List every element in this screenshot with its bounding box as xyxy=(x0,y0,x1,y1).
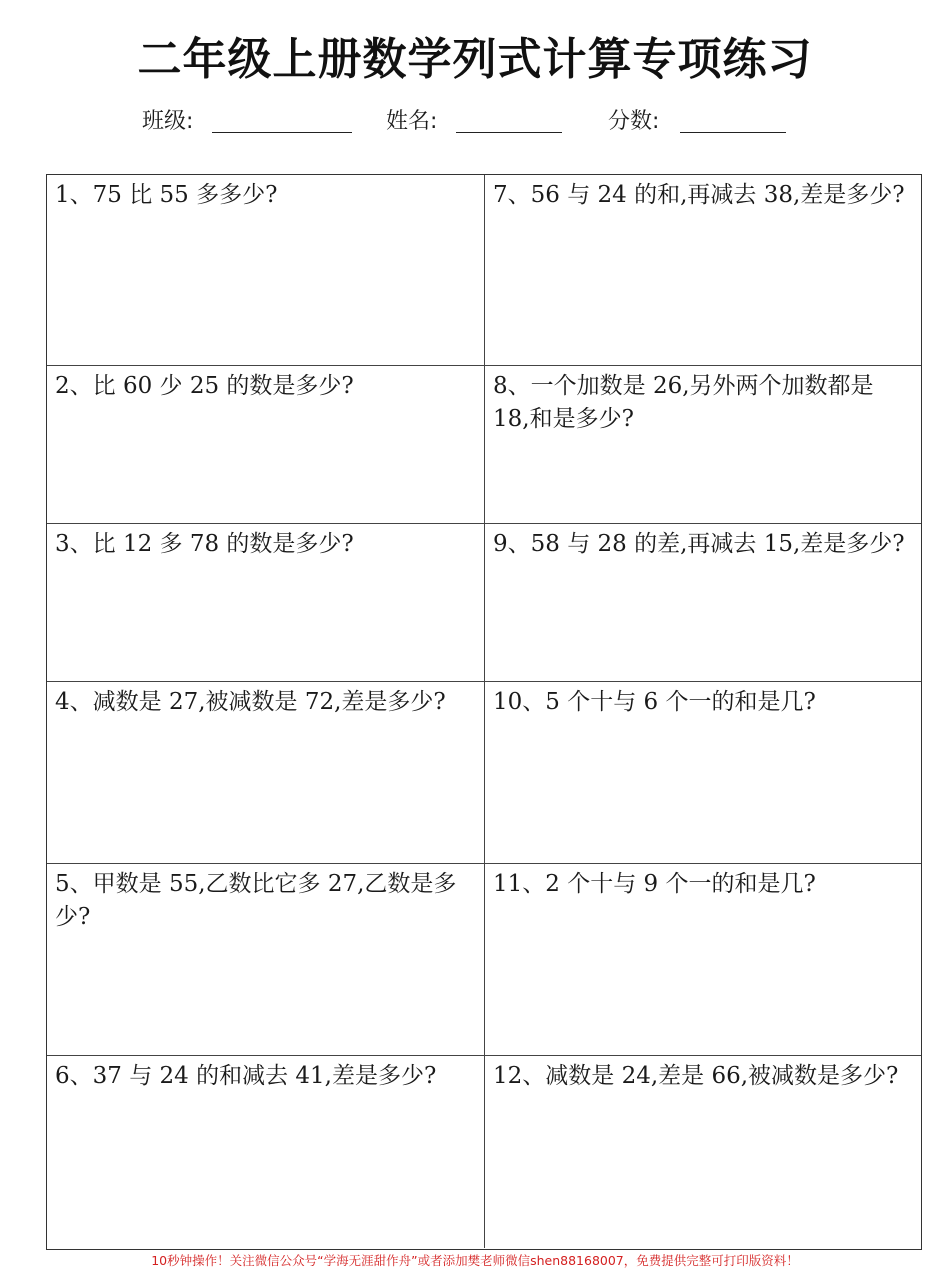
exercise-question-2: 2、比 60 少 25 的数是多少? xyxy=(47,366,485,523)
exercise-row-4 xyxy=(47,682,921,864)
class-label: 班级: xyxy=(142,109,194,134)
exercise-row-6 xyxy=(47,1056,921,1248)
exercise-row-5 xyxy=(47,864,921,1056)
exercise-question-7: 7、56 与 24 的和,再减去 38,差是多少? xyxy=(493,182,905,208)
page-title: 二年级上册数学列式计算专项练习 xyxy=(137,34,813,85)
score-blank-line xyxy=(680,132,786,133)
exercise-grid xyxy=(46,174,922,1250)
score-label: 分数: xyxy=(608,109,660,134)
exercise-question-9: 9、58 与 28 的差,再减去 15,差是多少? xyxy=(493,531,905,557)
exercise-row-1 xyxy=(47,175,921,366)
exercise-question-4: 4、减数是 27,被减数是 72,差是多少? xyxy=(47,682,485,863)
exercise-question-12: 12、减数是 24,差是 66,被减数是多少? xyxy=(493,1063,899,1089)
exercise-question-1: 1、75 比 55 多多少? xyxy=(47,175,485,365)
exercise-question-3: 3、比 12 多 78 的数是多少? xyxy=(47,524,485,681)
student-info-row xyxy=(0,104,950,140)
class-blank-line xyxy=(212,132,352,133)
exercise-row-3 xyxy=(47,524,921,682)
exercise-question-6: 6、37 与 24 的和减去 41,差是多少? xyxy=(47,1056,485,1248)
exercise-question-8: 8、一个加数是 26,另外两个加数都是 18,和是多少? xyxy=(493,373,874,432)
exercise-question-5: 5、甲数是 55,乙数比它多 27,乙数是多少? xyxy=(47,864,485,1055)
name-label: 姓名: xyxy=(386,109,438,134)
exercise-question-11: 11、2 个十与 9 个一的和是几? xyxy=(493,871,816,897)
name-blank-line xyxy=(456,132,562,133)
footer-notice: 10秒钟操作！关注微信公众号“学海无涯甜作舟”或者添加樊老师微信shen88168007，免费提供完整可打印版资料！ xyxy=(151,1253,799,1268)
exercise-row-2 xyxy=(47,366,921,524)
exercise-question-10: 10、5 个十与 6 个一的和是几? xyxy=(493,689,816,715)
